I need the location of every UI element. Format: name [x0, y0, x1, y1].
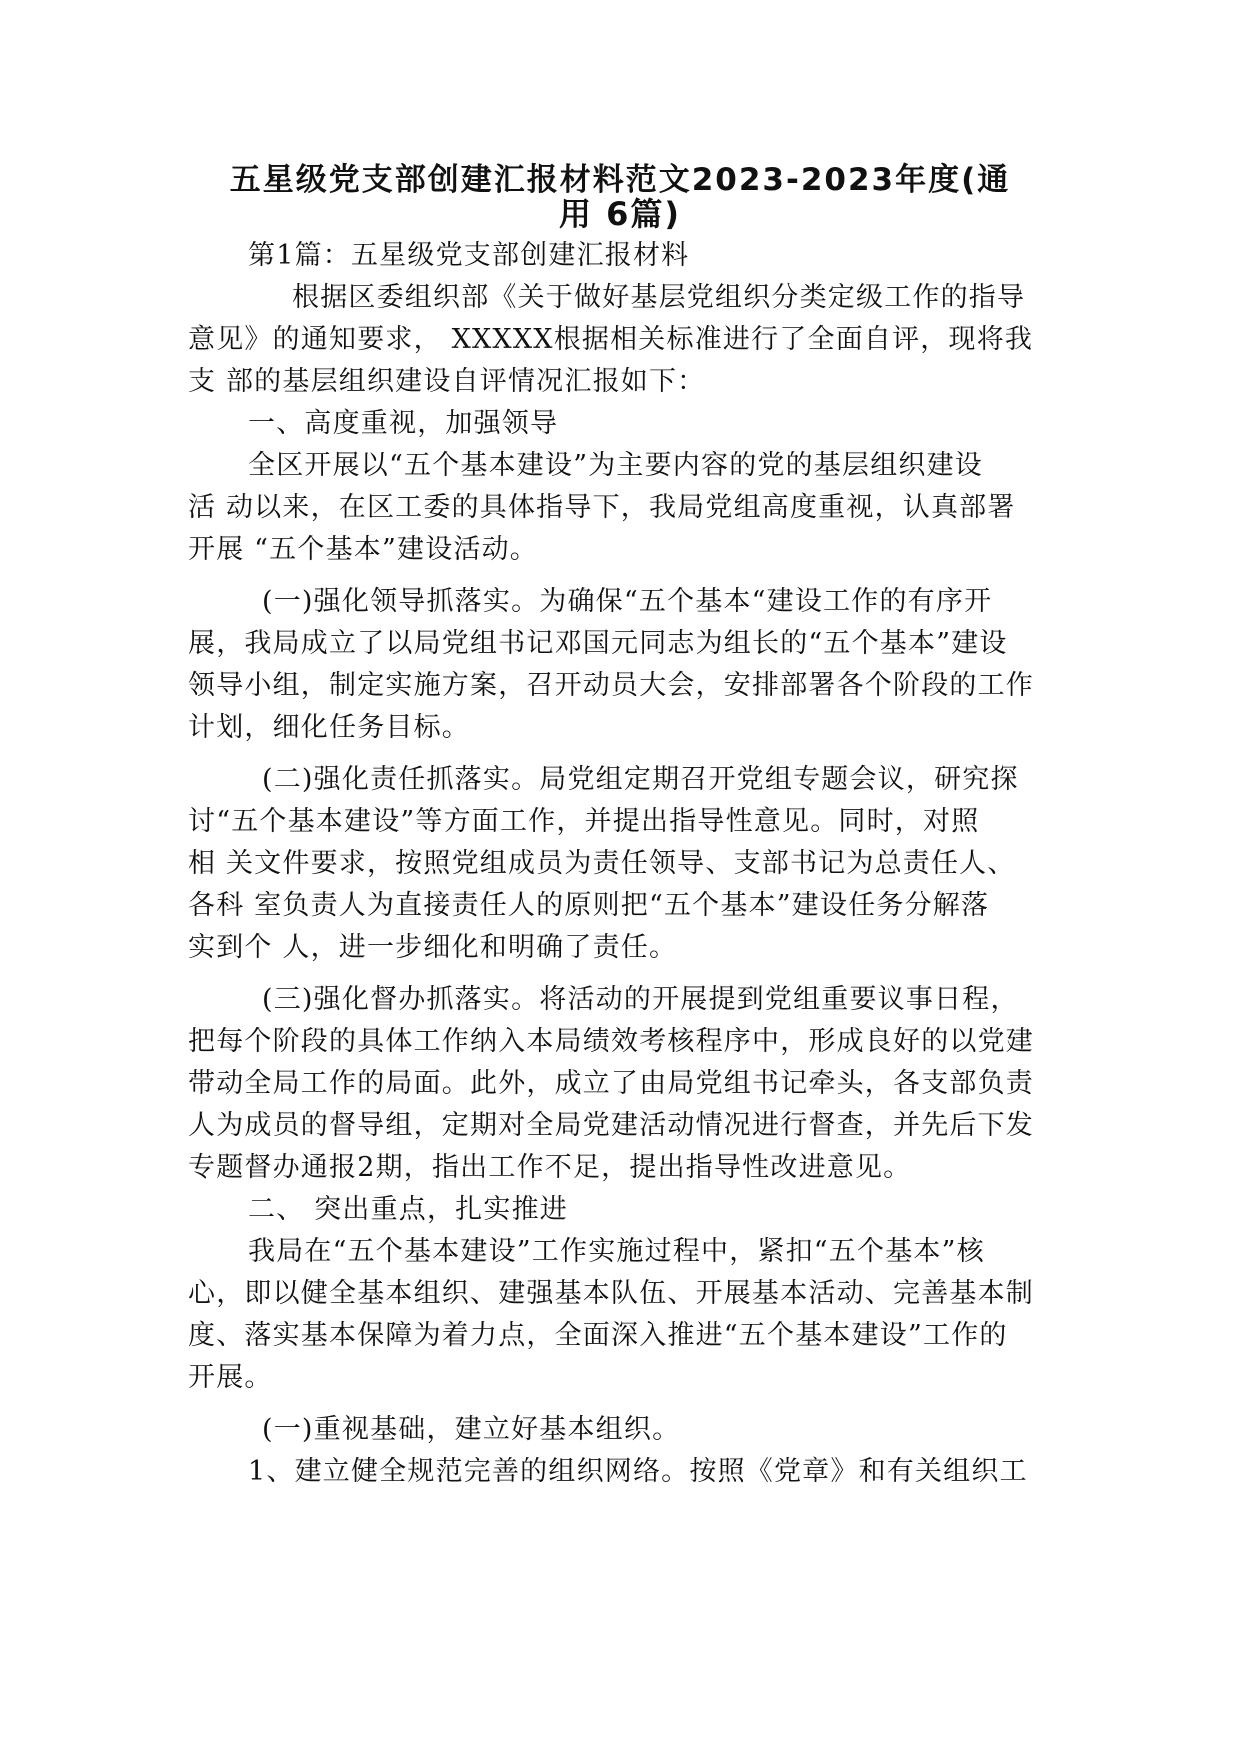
section-heading-1: 第1篇：五星级党支部创建汇报材料 — [248, 240, 690, 271]
body-line: 展，我局成立了以局党组书记邓国元同志为组长的“五个基本”建设 — [188, 628, 1008, 659]
body-line: 意见》的通知要求， XXXXX根据相关标准进行了全面自评，现将我 — [188, 324, 1034, 355]
body-line: 专题督办通报2期，指出工作不足，提出指导性改进意见。 — [188, 1152, 912, 1183]
body-line: (一)重视基础，建立好基本组织。 — [262, 1414, 681, 1445]
body-line: 根据区委组织部《关于做好基层党组织分类定级工作的指导 — [292, 282, 1026, 313]
body-line: 度、落实基本保障为着力点，全面深入推进“五个基本建设”工作的 — [188, 1320, 1008, 1351]
body-line: 开展 “五个基本”建设活动。 — [188, 534, 538, 565]
subheading-line: 二、 突出重点，扎实推进 — [248, 1194, 568, 1225]
body-line: 我局在“五个基本建设”工作实施过程中，紧扣“五个基本”核 — [248, 1236, 985, 1267]
document-title-line-2: 用 6篇) — [558, 195, 682, 233]
body-line: 把每个阶段的具体工作纳入本局绩效考核程序中，形成良好的以党建 — [188, 1026, 1034, 1057]
body-line: (一)强化领导抓落实。为确保“五个基本“建设工作的有序开 — [262, 586, 993, 617]
body-line: 1、建立健全规范完善的组织网络。按照《党章》和有关组织工 — [248, 1456, 1028, 1487]
body-line: 领导小组，制定实施方案，召开动员大会，安排部署各个阶段的工作 — [188, 670, 1034, 701]
body-line: 相 关文件要求，按照党组成员为责任领导、支部书记为总责任人、 — [188, 848, 1016, 879]
body-line: 计划，细化任务目标。 — [188, 712, 470, 743]
body-line: 实到个 人，进一步细化和明确了责任。 — [188, 932, 678, 963]
body-line: 各科 室负责人为直接责任人的原则把“五个基本”建设任务分解落 — [188, 890, 990, 921]
body-line: (三)强化督办抓落实。将活动的开展提到党组重要议事日程， — [262, 984, 1019, 1015]
body-line: 讨“五个基本建设”等方面工作，并提出指导性意见。同时，对照 — [188, 806, 980, 837]
body-line: 人为成员的督导组，定期对全局党建活动情况进行督查，并先后下发 — [188, 1110, 1034, 1141]
document-title-line-1: 五星级党支部创建汇报材料范文2023-2023年度(通 — [229, 162, 1011, 198]
body-line: (二)强化责任抓落实。局党组定期召开党组专题会议，研究探 — [262, 764, 1019, 795]
subheading-line: 一、高度重视，加强领导 — [248, 408, 559, 439]
body-line: 支 部的基层组织建设自评情况汇报如下： — [188, 366, 706, 397]
body-line: 活 动以来，在区工委的具体指导下，我局党组高度重视，认真部署 — [188, 492, 1016, 523]
body-line: 心，即以健全基本组织、建强基本队伍、开展基本活动、完善基本制 — [188, 1278, 1034, 1309]
body-line: 开展。 — [188, 1362, 273, 1393]
body-line: 带动全局工作的局面。此外，成立了由局党组书记牵头，各支部负责 — [188, 1068, 1034, 1099]
body-line: 全区开展以“五个基本建设”为主要内容的党的基层组织建设 — [248, 450, 984, 481]
